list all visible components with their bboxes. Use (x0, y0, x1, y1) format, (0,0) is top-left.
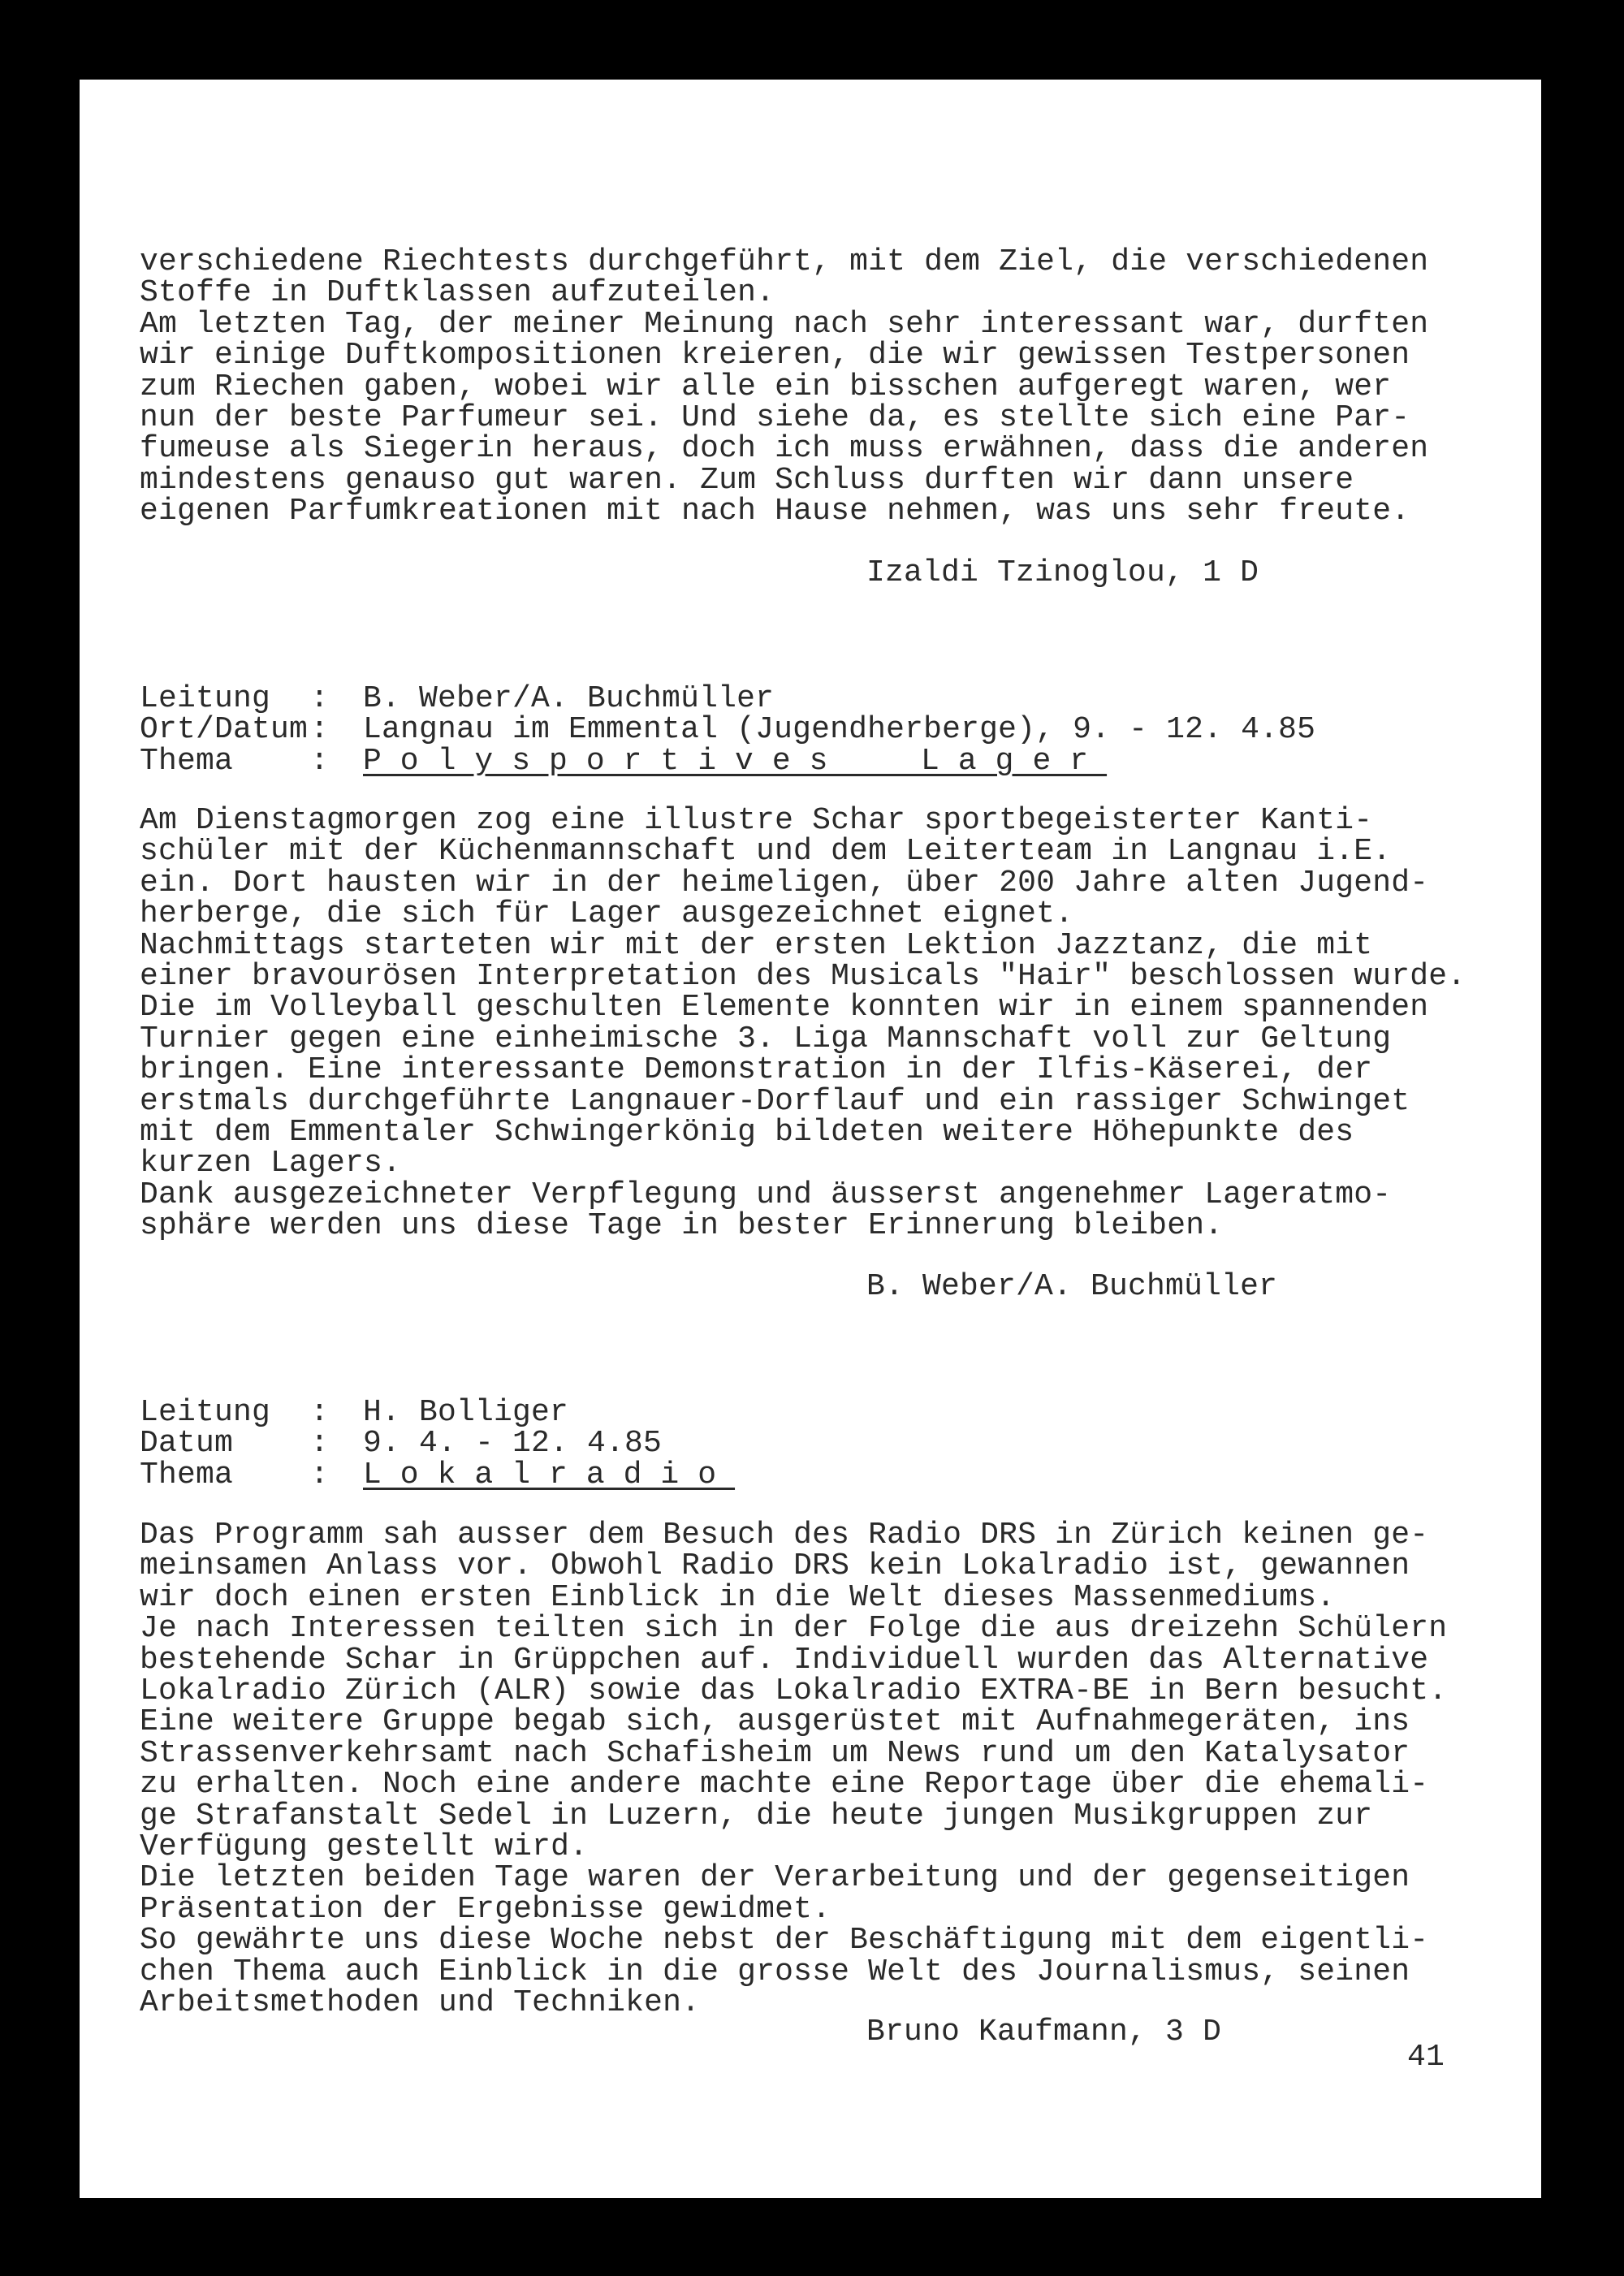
text-line: Am letzten Tag, der meiner Meinung nach sehr interessant war, durften (140, 306, 1429, 342)
text-line: ein. Dort hausten wir in der heimeligen, über 200 Jahre alten Jugend- (140, 865, 1429, 900)
text-line: verschiedene Riechtests durchgeführt, mit dem Ziel, die verschiedenen (140, 244, 1429, 279)
text-line: Am Dienstagmorgen zog eine illustre Schar sportbegeisterter Kanti- (140, 803, 1373, 838)
meta-colon: : (310, 712, 330, 748)
text-line: erstmals durchgeführte Langnauer-Dorflauf und ein rassiger Schwinget (140, 1083, 1410, 1119)
meta-row (140, 1397, 735, 1428)
text-line: So gewährte uns diese Woche nebst der Beschäftigung mit dem eigentli- (140, 1923, 1429, 1959)
text-line: mindestens genauso gut waren. Zum Schluss durften wir dann unsere (140, 462, 1354, 498)
meta-value: Polysportives Lager (363, 743, 1108, 779)
meta-label: Thema (140, 1457, 234, 1492)
text-line: bringen. Eine interessante Demonstration in der Ilfis-Käserei, der (140, 1052, 1373, 1088)
section2-meta (140, 681, 1316, 779)
text-line: mit dem Emmentaler Schwingerkönig bildeten weitere Höhepunkte des (140, 1115, 1354, 1151)
meta-row (140, 1457, 736, 1492)
text-line: herberge, die sich für Lager ausgezeichnet eignet. (140, 896, 1074, 932)
text-line: Nachmittags starteten wir mit der ersten Lektion Jazztanz, die mit (140, 927, 1373, 963)
meta-label: Thema (140, 743, 234, 779)
meta-value: Lokalradio (363, 1457, 736, 1492)
text-line: eigenen Parfumkreationen mit nach Hause nehmen, was uns sehr freute. (140, 494, 1410, 529)
text-line: ge Strafanstalt Sedel in Luzern, die heute jungen Musikgruppen zur (140, 1798, 1373, 1833)
meta-value: B. Weber/A. Buchmüller (363, 681, 775, 716)
section2-signature: B. Weber/A. Buchmüller (866, 1269, 1278, 1304)
section3-meta (140, 1397, 735, 1491)
text-line: wir einige Duftkompositionen kreieren, die wir gewissen Testpersonen (140, 338, 1410, 374)
text-line: Dank ausgezeichneter Verpflegung und äusserst angenehmer Lageratmo- (140, 1177, 1392, 1212)
text-line: Turnier gegen eine einheimische 3. Liga Mannschaft voll zur Geltung (140, 1021, 1392, 1056)
text-line: kurzen Lagers. (140, 1146, 402, 1181)
text-line: Stoffe in Duftklassen aufzuteilen. (140, 275, 775, 311)
section1-body (140, 244, 1429, 529)
text-line: Je nach Interessen teilten sich in der Folge die aus dreizehn Schülern (140, 1611, 1448, 1647)
meta-label: Ort/Datum (140, 712, 309, 748)
meta-value: H. Bolliger (363, 1395, 569, 1430)
text-line: sphäre werden uns diese Tage in bester Erinnerung bleiben. (140, 1208, 1224, 1244)
text-line: Eine weitere Gruppe begab sich, ausgerüstet mit Aufnahmegeräten, ins (140, 1704, 1410, 1740)
text-line: nun der beste Parfumeur sei. Und siehe da, es stellte sich eine Par- (140, 400, 1410, 436)
text-line: Verfügung gestellt wird. (140, 1829, 589, 1865)
meta-colon: : (310, 1395, 330, 1430)
text-line: Die im Volleyball geschulten Elemente konnten wir in einem spannenden (140, 990, 1429, 1026)
meta-value: 9. 4. - 12. 4.85 (363, 1426, 663, 1462)
text-line: fumeuse als Siegerin heraus, doch ich muss erwähnen, dass die anderen (140, 431, 1429, 467)
meta-colon: : (310, 1457, 330, 1492)
meta-label: Leitung (140, 681, 271, 716)
meta-row (140, 743, 1315, 779)
text-line: wir doch einen ersten Einblick in die Welt dieses Massenmediums. (140, 1579, 1336, 1615)
text-line: Lokalradio Zürich (ALR) sowie das Lokalradio EXTRA-BE in Bern besucht. (140, 1674, 1448, 1709)
section2-body (140, 805, 1466, 1242)
text-line: chen Thema auch Einblick in die grosse Welt des Journalismus, seinen (140, 1954, 1410, 1989)
meta-label: Leitung (140, 1395, 271, 1430)
text-line: bestehende Schar in Grüppchen auf. Individuell wurden das Alternative (140, 1642, 1429, 1678)
page-number: 41 (1407, 2040, 1445, 2075)
section3-signature: Bruno Kaufmann, 3 D (866, 2015, 1222, 2049)
meta-row (140, 681, 1315, 716)
section3-body (140, 1520, 1447, 2019)
text-line: Das Programm sah ausser dem Besuch des Radio DRS in Zürich keinen ge- (140, 1518, 1429, 1553)
text-line: Arbeitsmethoden und Techniken. (140, 1985, 701, 2021)
meta-colon: : (310, 743, 330, 779)
text-line: meinsamen Anlass vor. Obwohl Radio DRS kein Lokalradio ist, gewannen (140, 1548, 1410, 1584)
meta-row (140, 712, 1316, 748)
meta-row (140, 1426, 735, 1462)
text-line: zu erhalten. Noch eine andere machte eine Reportage über die ehemali- (140, 1767, 1429, 1803)
text-line: Die letzten beiden Tage waren der Verarbeitung und der gegenseitigen (140, 1860, 1410, 1896)
text-line: zum Riechen gaben, wobei wir alle ein bisschen aufgeregt waren, wer (140, 369, 1392, 404)
meta-value: Langnau im Emmental (Jugendherberge), 9. - 12. 4.85 (363, 712, 1316, 748)
text-line: Strassenverkehrsamt nach Schafisheim um News rund um den Katalysator (140, 1735, 1410, 1771)
text-line: schüler mit der Küchenmannschaft und dem Leiterteam in Langnau i.E. (140, 834, 1392, 870)
text-line: einer bravourösen Interpretation des Musicals "Hair" beschlossen wurde. (140, 959, 1466, 995)
text-line: Präsentation der Ergebnisse gewidmet. (140, 1891, 831, 1927)
meta-label: Datum (140, 1426, 234, 1462)
meta-colon: : (310, 681, 330, 716)
section1-signature: Izaldi Tzinoglou, 1 D (866, 555, 1259, 590)
meta-colon: : (310, 1426, 330, 1462)
